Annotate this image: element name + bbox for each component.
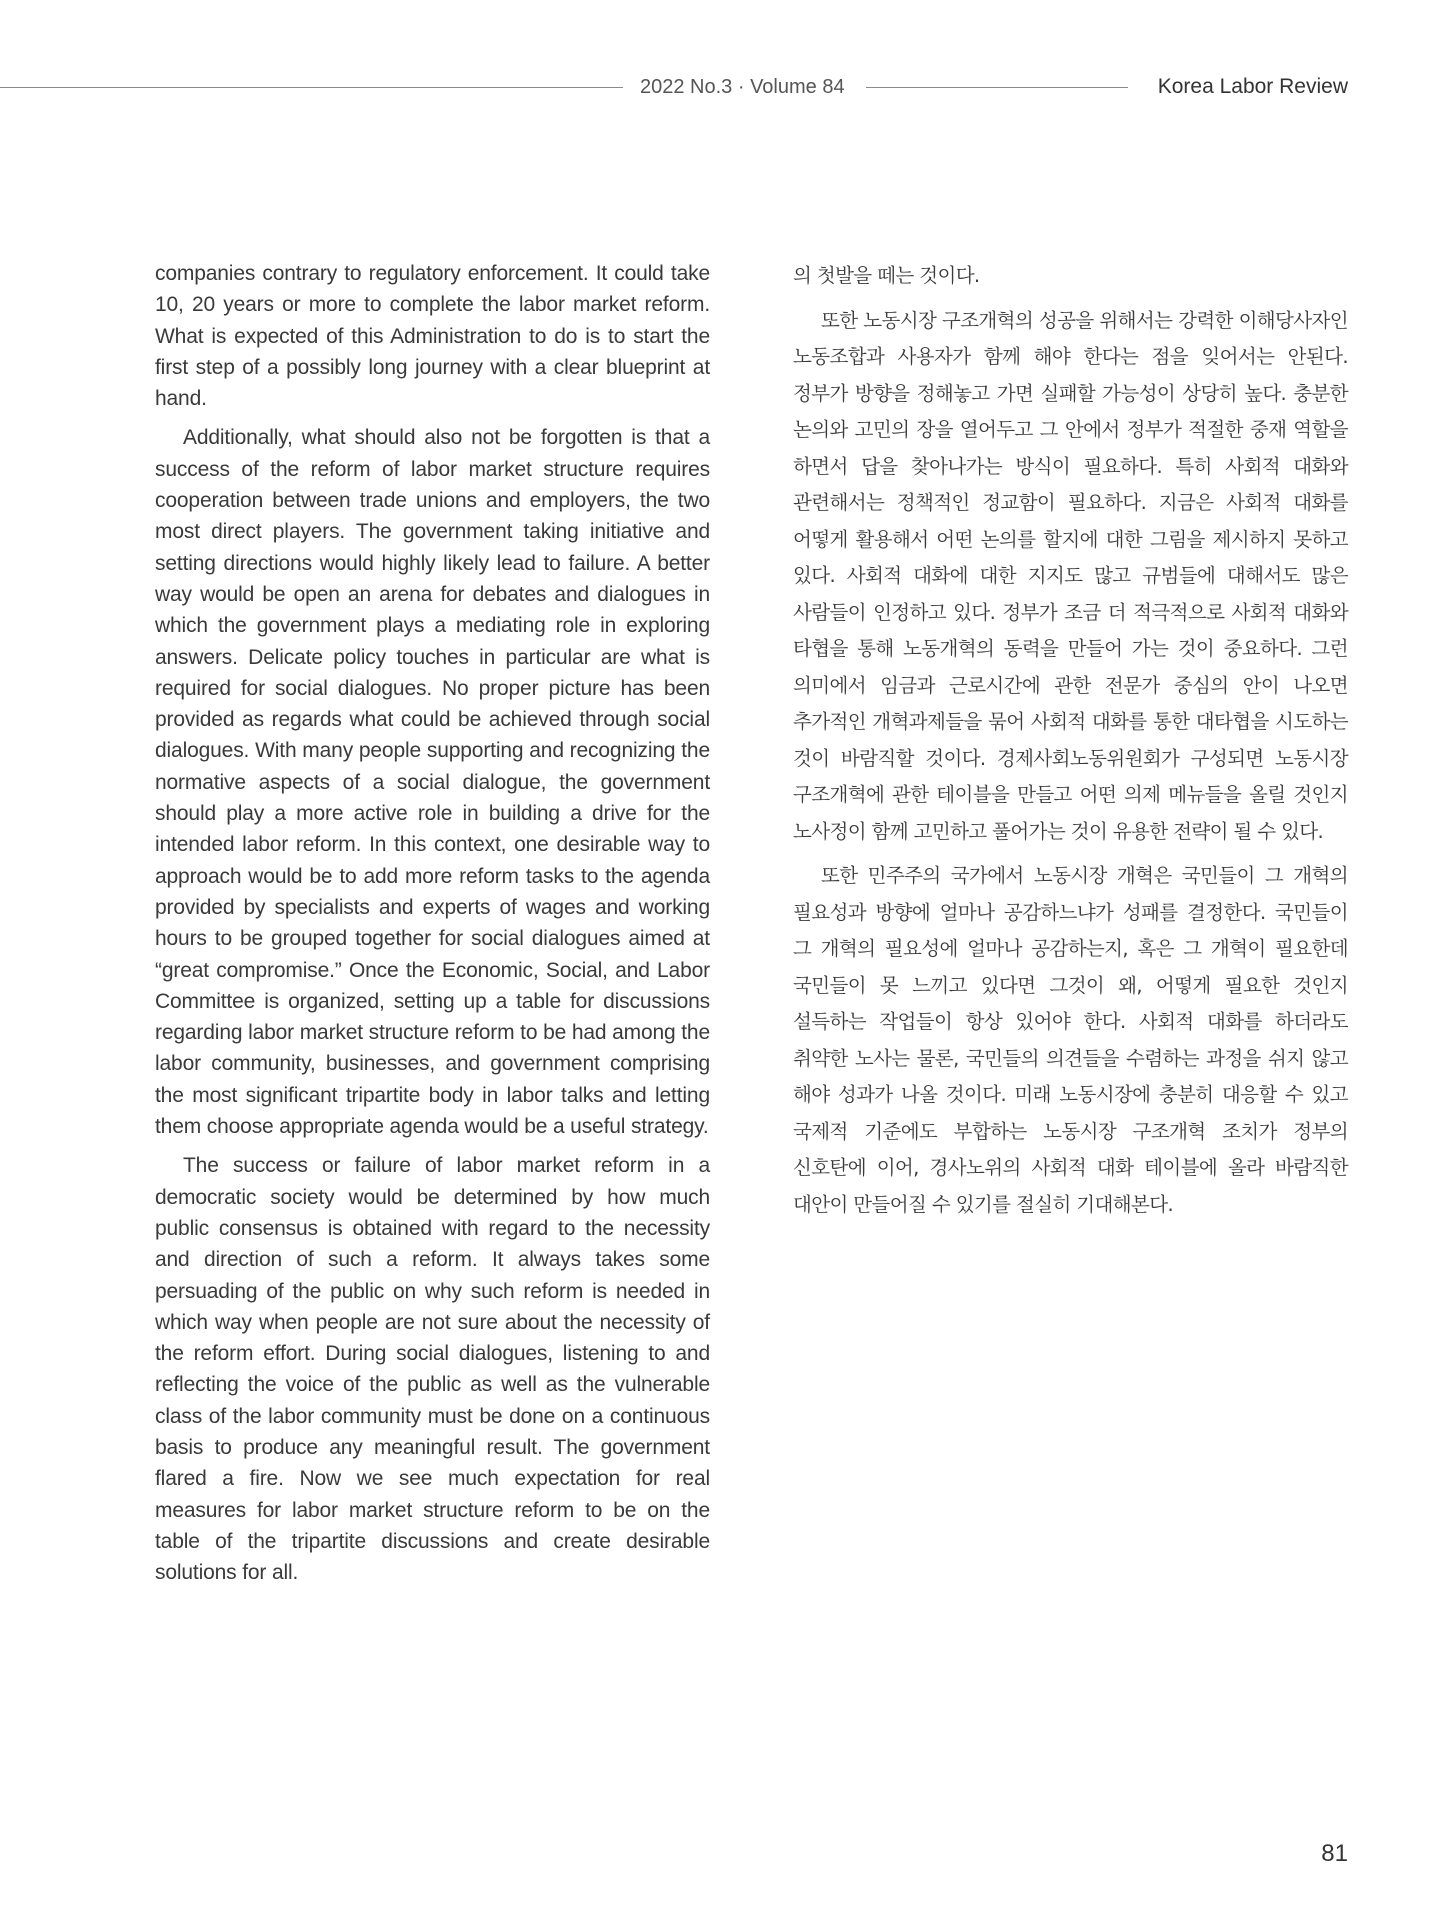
- header-rule-left: [0, 87, 623, 88]
- english-paragraph-2: Additionally, what should also not be forgotten is that a success of the reform of labor market structure requires cooperation between trade unions and employers, the two most direct players. The government taking initiative and setting directions would highly likely lead to failure. A better way would be open an arena for debates and dialogues in which the government plays a mediating role in exploring answers. Delicate policy touches in particular are what is required for social dialogues. No proper picture has been provided as regards what could be achieved through social dialogues. With many people supporting and recognizing the normative aspects of a social dialogue, the government should play a more active role in building a drive for the intended labor reform. In this context, one desirable way to approach would be to add more reform tasks to the agenda provided by specialists and experts of wages and working hours to be grouped together for social dialogues aimed at “great compromise.” Once the Economic, Social, and Labor Committee is organized, setting up a table for discussions regarding labor market structure reform to be had among the labor community, businesses, and government comprising the most significant tripartite body in labor talks and letting them choose appropriate agenda would be a useful strategy.: [155, 426, 710, 1139]
- header-rule-right: [866, 87, 1128, 88]
- korean-paragraph-2: 또한 노동시장 구조개혁의 성공을 위해서는 강력한 이해당사자인 노동조합과 사용자가 함께 해야 한다는 점을 잊어서는 안된다. 정부가 방향을 정해놓고 가면 실패할 가능성이 상당히 높다. 충분한 논의와 고민의 장을 열어두고 그 안에서 정부가 적절한 중재 역할을 하면서 답을 찾아나가는 방식이 필요하다. 특히 사회적 대화와 관련해서는 정책적인 정교함이 필요하다. 지금은 사회적 대화를 어떻게 활용해서 어떤 논의를 할지에 대한 그림을 제시하지 못하고 있다. 사회적 대화에 대한 지지도 많고 규범들에 대해서도 많은 사람들이 인정하고 있다. 정부가 조금 더 적극적으로 사회적 대화와 타협을 통해 노동개혁의 동력을 만들어 가는 것이 중요하다. 그런 의미에서 임금과 근로시간에 관한 전문가 중심의 안이 나오면 추가적인 개혁과제들을 묶어 사회적 대화를 통한 대타협을 시도하는 것이 바람직할 것이다. 경제사회노동위원회가 구성되면 노동시장 구조개혁에 관한 테이블을 만들고 어떤 의제 메뉴들을 올릴 것인지 노사정이 함께 고민하고 풀어가는 것이 유용한 전략이 될 수 있다.: [793, 308, 1348, 843]
- english-column: [155, 258, 710, 1596]
- english-paragraph-3: The success or failure of labor market reform in a democratic society would be determined by how much public consensus is obtained with regard to the necessity and direction of such a reform. It always takes some persuading of the public on why such reform is needed in which way when people are not sure about the necessity of the reform effort. During social dialogues, listening to and reflecting the voice of the public as well as the vulnerable class of the labor community must be done on a continuous basis to produce any meaningful result. The government flared a fire. Now we see much expectation for real measures for labor market structure reform to be on the table of the tripartite discussions and create desirable solutions for all.: [155, 1154, 710, 1585]
- journal-title: Korea Labor Review: [1157, 75, 1348, 98]
- issue-label: 2022 No.3 · Volume 84: [640, 76, 845, 98]
- english-paragraph-1: companies contrary to regulatory enforcement. It could take 10, 20 years or more to complete the labor market reform. What is expected of this Administration to do is to start the first step of a possibly long journey with a clear blueprint at hand.: [155, 262, 710, 411]
- running-header: [0, 74, 1431, 104]
- korean-paragraph-1: 의 첫발을 떼는 것이다.: [793, 264, 980, 287]
- page-number: 81: [1321, 1840, 1348, 1867]
- korean-column: [793, 258, 1348, 1231]
- korean-paragraph-3: 또한 민주주의 국가에서 노동시장 개혁은 국민들이 그 개혁의 필요성과 방향에 얼마나 공감하느냐가 성패를 결정한다. 국민들이 그 개혁의 필요성에 얼마나 공감하는지, 혹은 그 개혁이 필요한데 국민들이 못 느끼고 있다면 그것이 왜, 어떻게 필요한 것인지 설득하는 작업들이 항상 있어야 한다. 사회적 대화를 하더라도 취약한 노사는 물론, 국민들의 의견들을 수렴하는 과정을 쉬지 않고 해야 성과가 나올 것이다. 미래 노동시장에 충분히 대응할 수 있고 국제적 기준에도 부합하는 노동시장 구조개혁 조치가 정부의 신호탄에 이어, 경사노위의 사회적 대화 테이블에 올라 바람직한 대안이 만들어질 수 있기를 절실히 기대해본다.: [793, 864, 1348, 1216]
